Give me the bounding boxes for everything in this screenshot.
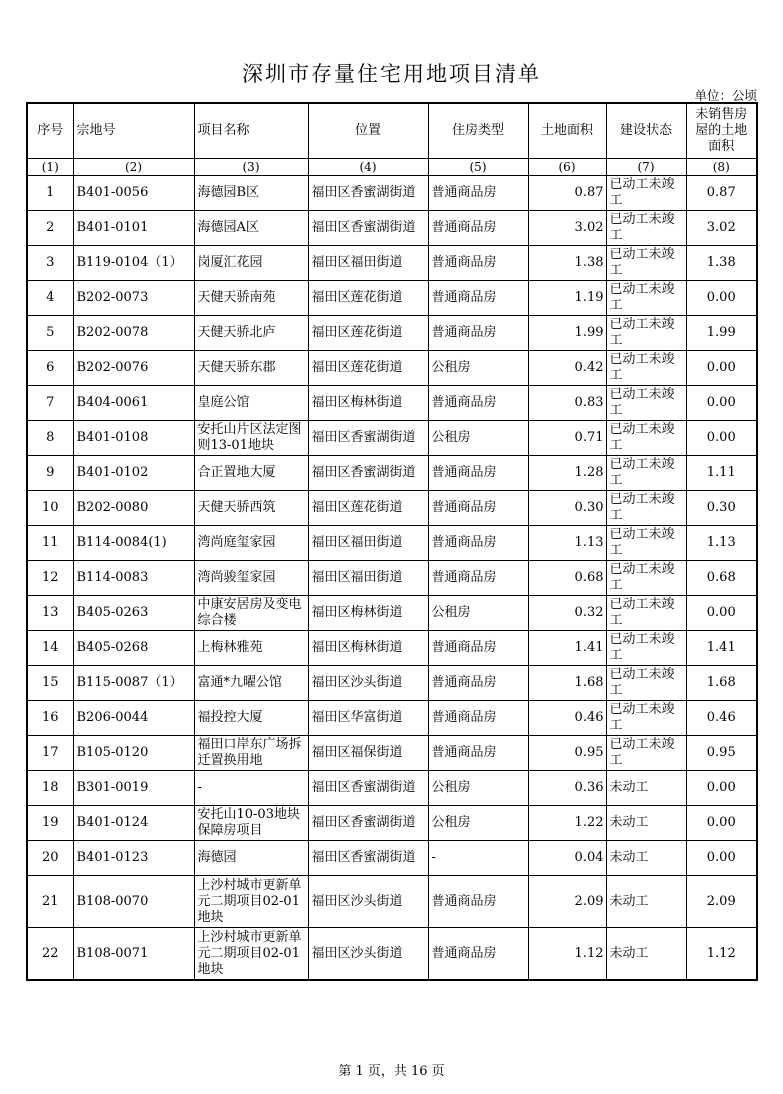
row-name: 海德园A区: [194, 211, 308, 246]
table-row: [27, 211, 757, 246]
table-row: [27, 246, 757, 281]
row-parcel: B108-0070: [73, 876, 194, 928]
row-area: 2.09: [528, 876, 606, 928]
row-area: 1.28: [528, 456, 606, 491]
row-area: 0.42: [528, 351, 606, 386]
header-location: 位置: [308, 103, 428, 159]
table-row: [27, 386, 757, 421]
row-name: 上沙村城市更新单元二期项目02-01地块: [194, 928, 308, 981]
row-status: 未动工: [606, 876, 686, 928]
row-location: 福田区福田街道: [308, 526, 428, 561]
row-location: 福田区香蜜湖街道: [308, 211, 428, 246]
row-area: 0.83: [528, 386, 606, 421]
row-location: 福田区莲花街道: [308, 316, 428, 351]
row-parcel: B401-0124: [73, 806, 194, 841]
table-row: [27, 876, 757, 928]
row-status: 已动工未竣工: [606, 631, 686, 666]
row-area: 0.71: [528, 421, 606, 456]
row-type: 公租房: [428, 421, 528, 456]
index-cell: (6): [528, 159, 606, 176]
row-unsold: 0.46: [686, 701, 757, 736]
row-seq: 5: [27, 316, 73, 351]
table-row: [27, 176, 757, 211]
row-seq: 13: [27, 596, 73, 631]
row-type: 公租房: [428, 771, 528, 806]
row-type: 普通商品房: [428, 701, 528, 736]
row-status: 已动工未竣工: [606, 176, 686, 211]
row-seq: 19: [27, 806, 73, 841]
row-unsold: 1.68: [686, 666, 757, 701]
row-unsold: 0.68: [686, 561, 757, 596]
row-location: 福田区梅林街道: [308, 386, 428, 421]
row-seq: 3: [27, 246, 73, 281]
row-unsold: 1.38: [686, 246, 757, 281]
row-seq: 21: [27, 876, 73, 928]
index-row: [27, 159, 757, 176]
header-parcel: 宗地号: [73, 103, 194, 159]
row-name: 福田口岸东广场拆迁置换用地: [194, 736, 308, 771]
row-area: 0.32: [528, 596, 606, 631]
table-row: [27, 281, 757, 316]
row-name: 皇庭公馆: [194, 386, 308, 421]
row-location: 福田区香蜜湖街道: [308, 421, 428, 456]
row-unsold: 0.95: [686, 736, 757, 771]
row-unsold: 0.00: [686, 351, 757, 386]
row-location: 福田区香蜜湖街道: [308, 806, 428, 841]
row-name: 安托山10-03地块保障房项目: [194, 806, 308, 841]
row-unsold: 0.00: [686, 281, 757, 316]
row-area: 1.99: [528, 316, 606, 351]
row-area: 1.12: [528, 928, 606, 981]
row-name: 湾尚庭玺家园: [194, 526, 308, 561]
row-seq: 22: [27, 928, 73, 981]
row-type: 公租房: [428, 351, 528, 386]
row-area: 0.68: [528, 561, 606, 596]
row-area: 3.02: [528, 211, 606, 246]
row-type: 普通商品房: [428, 211, 528, 246]
row-status: 已动工未竣工: [606, 386, 686, 421]
row-type: 普通商品房: [428, 561, 528, 596]
row-name: 福投控大厦: [194, 701, 308, 736]
table-row: [27, 736, 757, 771]
row-location: 福田区梅林街道: [308, 596, 428, 631]
row-seq: 12: [27, 561, 73, 596]
row-seq: 18: [27, 771, 73, 806]
row-name: 中康安居房及变电综合楼: [194, 596, 308, 631]
row-area: 0.36: [528, 771, 606, 806]
row-name: 天健天骄南苑: [194, 281, 308, 316]
row-location: 福田区香蜜湖街道: [308, 456, 428, 491]
row-parcel: B202-0073: [73, 281, 194, 316]
row-seq: 1: [27, 176, 73, 211]
row-parcel: B404-0061: [73, 386, 194, 421]
row-seq: 8: [27, 421, 73, 456]
row-parcel: B405-0268: [73, 631, 194, 666]
row-parcel: B401-0102: [73, 456, 194, 491]
row-status: 已动工未竣工: [606, 526, 686, 561]
row-area: 0.46: [528, 701, 606, 736]
row-name: 海德园B区: [194, 176, 308, 211]
row-area: 0.95: [528, 736, 606, 771]
row-location: 福田区华富街道: [308, 701, 428, 736]
row-unsold: 0.00: [686, 806, 757, 841]
row-unsold: 0.87: [686, 176, 757, 211]
table-row: [27, 841, 757, 876]
row-name: 天健天骄东郡: [194, 351, 308, 386]
row-location: 福田区福保街道: [308, 736, 428, 771]
table-row: [27, 596, 757, 631]
row-area: 1.22: [528, 806, 606, 841]
row-seq: 9: [27, 456, 73, 491]
row-area: 1.68: [528, 666, 606, 701]
table-row: [27, 666, 757, 701]
row-unsold: 1.13: [686, 526, 757, 561]
row-parcel: B115-0087（1）: [73, 666, 194, 701]
row-parcel: B108-0071: [73, 928, 194, 981]
row-seq: 14: [27, 631, 73, 666]
row-seq: 11: [27, 526, 73, 561]
row-status: 已动工未竣工: [606, 456, 686, 491]
row-unsold: 1.12: [686, 928, 757, 981]
row-name: 上沙村城市更新单元二期项目02-01地块: [194, 876, 308, 928]
row-unsold: 1.11: [686, 456, 757, 491]
header-area: 土地面积: [528, 103, 606, 159]
row-type: 普通商品房: [428, 491, 528, 526]
row-area: 0.04: [528, 841, 606, 876]
row-status: 已动工未竣工: [606, 351, 686, 386]
row-status: 已动工未竣工: [606, 596, 686, 631]
row-location: 福田区沙头街道: [308, 876, 428, 928]
row-unsold: 2.09: [686, 876, 757, 928]
unit-label: 单位：公顷: [694, 88, 757, 103]
row-type: 普通商品房: [428, 386, 528, 421]
row-name: 富通*九曜公馆: [194, 666, 308, 701]
row-location: 福田区莲花街道: [308, 491, 428, 526]
row-status: 未动工: [606, 928, 686, 981]
row-parcel: B202-0078: [73, 316, 194, 351]
index-cell: (7): [606, 159, 686, 176]
row-parcel: B401-0101: [73, 211, 194, 246]
page-footer: 第 1 页，共 16 页: [338, 1064, 445, 1079]
row-name: 岗厦汇花园: [194, 246, 308, 281]
row-seq: 4: [27, 281, 73, 316]
table-row: [27, 526, 757, 561]
project-table: [26, 102, 758, 981]
row-type: 普通商品房: [428, 456, 528, 491]
row-area: 1.41: [528, 631, 606, 666]
index-cell: (4): [308, 159, 428, 176]
row-status: 已动工未竣工: [606, 316, 686, 351]
row-parcel: B119-0104（1）: [73, 246, 194, 281]
row-name: 安托山片区法定图则13-01地块: [194, 421, 308, 456]
row-unsold: 3.02: [686, 211, 757, 246]
header-row: [27, 103, 757, 159]
index-cell: (2): [73, 159, 194, 176]
table-row: [27, 456, 757, 491]
row-parcel: B206-0044: [73, 701, 194, 736]
row-status: 未动工: [606, 806, 686, 841]
table-row: [27, 561, 757, 596]
row-location: 福田区福田街道: [308, 561, 428, 596]
row-seq: 2: [27, 211, 73, 246]
table-row: [27, 351, 757, 386]
row-unsold: 0.00: [686, 596, 757, 631]
table-row: [27, 421, 757, 456]
row-status: 已动工未竣工: [606, 281, 686, 316]
row-status: 已动工未竣工: [606, 246, 686, 281]
row-location: 福田区梅林街道: [308, 631, 428, 666]
table-row: [27, 316, 757, 351]
document-title: 深圳市存量住宅用地项目清单: [242, 62, 541, 86]
row-name: 海德园: [194, 841, 308, 876]
row-seq: 16: [27, 701, 73, 736]
row-location: 福田区莲花街道: [308, 351, 428, 386]
row-type: 普通商品房: [428, 176, 528, 211]
row-name: 湾尚骏玺家园: [194, 561, 308, 596]
row-unsold: 0.00: [686, 386, 757, 421]
row-status: 已动工未竣工: [606, 736, 686, 771]
row-seq: 10: [27, 491, 73, 526]
row-name: 上梅林雅苑: [194, 631, 308, 666]
row-parcel: B202-0080: [73, 491, 194, 526]
row-type: -: [428, 841, 528, 876]
table-row: [27, 491, 757, 526]
row-name: 天健天骄西筑: [194, 491, 308, 526]
header-name: 项目名称: [194, 103, 308, 159]
index-cell: (3): [194, 159, 308, 176]
row-parcel: B401-0056: [73, 176, 194, 211]
row-area: 1.19: [528, 281, 606, 316]
row-type: 公租房: [428, 806, 528, 841]
index-cell: (1): [27, 159, 73, 176]
row-type: 普通商品房: [428, 526, 528, 561]
row-type: 公租房: [428, 596, 528, 631]
table-row: [27, 928, 757, 981]
row-status: 已动工未竣工: [606, 421, 686, 456]
row-status: 已动工未竣工: [606, 666, 686, 701]
index-cell: (5): [428, 159, 528, 176]
row-location: 福田区香蜜湖街道: [308, 176, 428, 211]
row-unsold: 0.00: [686, 421, 757, 456]
row-area: 0.30: [528, 491, 606, 526]
row-unsold: 1.99: [686, 316, 757, 351]
row-status: 已动工未竣工: [606, 491, 686, 526]
row-name: -: [194, 771, 308, 806]
row-area: 0.87: [528, 176, 606, 211]
row-parcel: B301-0019: [73, 771, 194, 806]
row-location: 福田区沙头街道: [308, 666, 428, 701]
row-location: 福田区福田街道: [308, 246, 428, 281]
row-location: 福田区香蜜湖街道: [308, 771, 428, 806]
header-status: 建设状态: [606, 103, 686, 159]
row-location: 福田区香蜜湖街道: [308, 841, 428, 876]
row-seq: 7: [27, 386, 73, 421]
row-parcel: B114-0083: [73, 561, 194, 596]
header-seq: 序号: [27, 103, 73, 159]
row-seq: 6: [27, 351, 73, 386]
row-type: 普通商品房: [428, 876, 528, 928]
row-name: 合正置地大厦: [194, 456, 308, 491]
row-unsold: 0.30: [686, 491, 757, 526]
index-cell: (8): [686, 159, 757, 176]
row-area: 1.13: [528, 526, 606, 561]
row-seq: 17: [27, 736, 73, 771]
row-type: 普通商品房: [428, 281, 528, 316]
row-parcel: B202-0076: [73, 351, 194, 386]
row-location: 福田区沙头街道: [308, 928, 428, 981]
row-unsold: 0.00: [686, 771, 757, 806]
table-row: [27, 631, 757, 666]
row-unsold: 1.41: [686, 631, 757, 666]
row-status: 未动工: [606, 841, 686, 876]
row-seq: 20: [27, 841, 73, 876]
row-status: 已动工未竣工: [606, 561, 686, 596]
row-type: 普通商品房: [428, 736, 528, 771]
row-parcel: B401-0108: [73, 421, 194, 456]
row-parcel: B114-0084(1): [73, 526, 194, 561]
row-type: 普通商品房: [428, 316, 528, 351]
row-location: 福田区莲花街道: [308, 281, 428, 316]
row-type: 普通商品房: [428, 631, 528, 666]
row-type: 普通商品房: [428, 928, 528, 981]
row-seq: 15: [27, 666, 73, 701]
row-status: 已动工未竣工: [606, 701, 686, 736]
table-row: [27, 771, 757, 806]
row-unsold: 0.00: [686, 841, 757, 876]
header-unsold: 未销售房屋的土地面积: [686, 103, 757, 159]
row-status: 已动工未竣工: [606, 211, 686, 246]
row-status: 未动工: [606, 771, 686, 806]
row-name: 天健天骄北庐: [194, 316, 308, 351]
row-area: 1.38: [528, 246, 606, 281]
row-parcel: B401-0123: [73, 841, 194, 876]
table-row: [27, 701, 757, 736]
row-type: 普通商品房: [428, 246, 528, 281]
row-parcel: B105-0120: [73, 736, 194, 771]
table-row: [27, 806, 757, 841]
row-parcel: B405-0263: [73, 596, 194, 631]
row-type: 普通商品房: [428, 666, 528, 701]
header-type: 住房类型: [428, 103, 528, 159]
